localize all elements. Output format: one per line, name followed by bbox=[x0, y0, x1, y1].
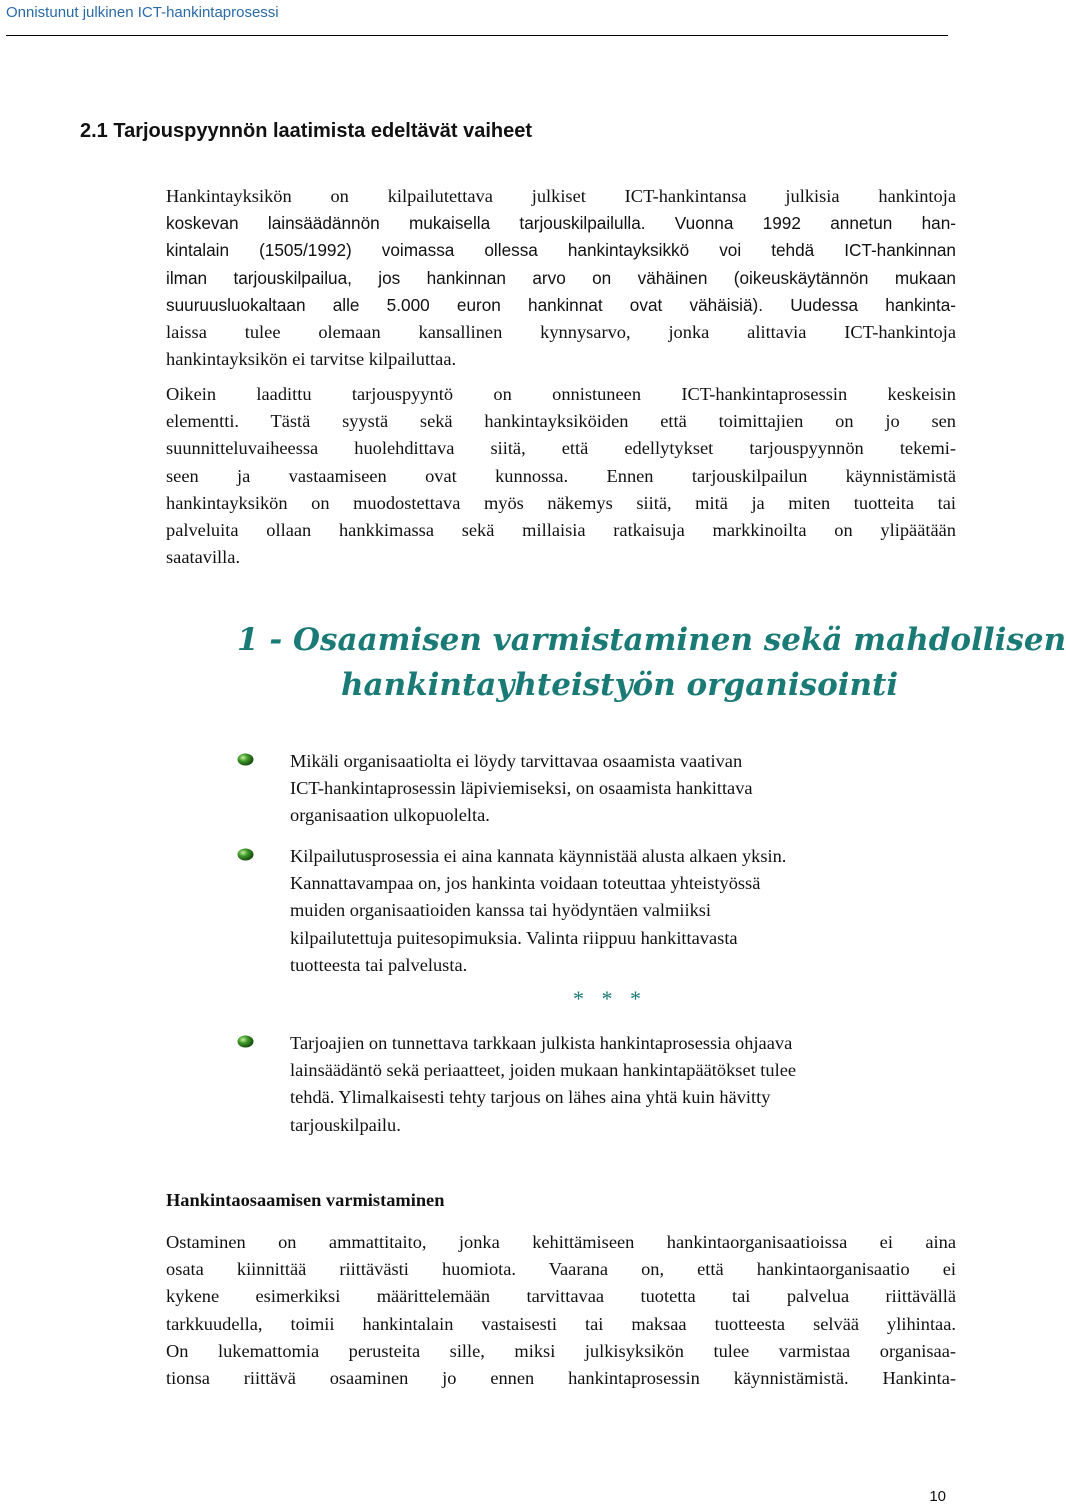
callout-title-line: 1 - Osaamisen varmistaminen sekä mahdollisen bbox=[237, 622, 1066, 658]
tender-paragraph bbox=[166, 381, 956, 571]
paragraph-line: seen ja vastaamiseen ovat kunnossa. Ennen tarjouskilpailun käynnistämistä bbox=[166, 465, 956, 486]
paragraph-line: tionsa riittävä osaaminen jo ennen hankintaprosessin käynnistämistä. Hankinta- bbox=[166, 1367, 956, 1388]
subsection-paragraph bbox=[166, 1229, 956, 1392]
running-header-title: Onnistunut julkinen ICT-hankintaprosessi bbox=[6, 4, 279, 21]
bullet-line: muiden organisaatioiden kanssa tai hyödyntäen valmiiksi bbox=[290, 900, 712, 921]
paragraph-line: Ostaminen on ammattitaito, jonka kehittämiseen hankintaorganisaatioissa ei aina bbox=[166, 1232, 956, 1252]
header-divider bbox=[6, 35, 948, 36]
bullet-line: Kilpailutusprosessia ei aina kannata käynnistää alusta alkaen yksin. bbox=[290, 846, 787, 866]
paragraph-line: palveluita ollaan hankkimassa sekä millaisia ratkaisuja markkinoilta on ylipäätään bbox=[166, 519, 956, 540]
paragraph-line: koskevan lainsäädännön mukaisella tarjouskilpailulla. Vuonna 1992 annetun han- bbox=[166, 213, 956, 234]
bullet-line: kilpailutettuja puitesopimuksia. Valinta riippuu hankittavasta bbox=[290, 927, 738, 948]
paragraph-line: laissa tulee olemaan kansallinen kynnysarvo, jonka alittavia ICT-hankintoja bbox=[166, 321, 956, 342]
paragraph-line: osata kiinnittää riittävästi huomiota. Vaarana on, että hankintaorganisaatio ei bbox=[166, 1259, 956, 1280]
bullet-item bbox=[290, 748, 950, 830]
bullet-line: tehdä. Ylimalkaisesti tehty tarjous on lähes aina yhtä kuin hävitty bbox=[290, 1087, 771, 1108]
paragraph-line: On lukemattomia perusteita sille, miksi julkisyksikön tulee varmistaa organisaa- bbox=[166, 1340, 956, 1361]
paragraph-line: suuruusluokaltaan alle 5.000 euron hankinnat ovat vähäisiä). Uudessa hankinta- bbox=[166, 294, 956, 315]
paragraph-line: Hankintayksikön on kilpailutettava julkiset ICT-hankintansa julkisia hankintoja bbox=[166, 186, 956, 206]
page-number: 10 bbox=[929, 1488, 946, 1505]
paragraph-line: kykene esimerkiksi määrittelemään tarvittavaa tuotetta tai palvelua riittävällä bbox=[166, 1286, 956, 1307]
bullet-line: tuotteesta tai palvelusta. bbox=[290, 954, 468, 975]
paragraph-line: Oikein laadittu tarjouspyyntö on onnistuneen ICT-hankintaprosessin keskeisin bbox=[166, 384, 956, 404]
paragraph-line: hankintayksikön ei tarvitse kilpailuttaa. bbox=[166, 349, 457, 370]
bullet-item bbox=[290, 1030, 950, 1139]
paragraph-line: saatavilla. bbox=[166, 547, 241, 568]
bullet-line: organisaation ulkopuolelta. bbox=[290, 805, 490, 826]
intro-paragraph bbox=[166, 183, 956, 373]
bullet-line: Tarjoajien on tunnettava tarkkaan julkista hankintaprosessia ohjaava bbox=[290, 1033, 793, 1053]
callout-title bbox=[237, 618, 1066, 708]
section-separator: * * * bbox=[573, 986, 647, 1011]
bullet-item bbox=[290, 843, 950, 979]
subsection-heading: Hankintaosaamisen varmistaminen bbox=[166, 1190, 445, 1210]
green-ball-icon bbox=[237, 753, 254, 766]
bullet-line: Kannattavampaa on, jos hankinta voidaan toteuttaa yhteistyössä bbox=[290, 873, 761, 894]
section-heading: 2.1 Tarjouspyynnön laatimista edeltävät vaiheet bbox=[80, 120, 533, 142]
bullet-line: Mikäli organisaatiolta ei löydy tarvittavaa osaamista vaativan bbox=[290, 751, 743, 771]
bullet-line: tarjouskilpailu. bbox=[290, 1114, 401, 1135]
callout-title-line: hankintayhteistyön organisointi bbox=[341, 667, 899, 703]
paragraph-line: ilman tarjouskilpailua, jos hankinnan arvo on vähäinen (oikeuskäytännön mukaan bbox=[166, 267, 956, 288]
paragraph-line: kintalain (1505/1992) voimassa ollessa hankintayksikkö voi tehdä ICT-hankinnan bbox=[166, 240, 956, 261]
paragraph-line: elementti. Tästä syystä sekä hankintayksiköiden että toimittajien on jo sen bbox=[166, 411, 956, 432]
bullet-line: lainsäädäntö sekä periaatteet, joiden mukaan hankintapäätökset tulee bbox=[290, 1060, 797, 1081]
paragraph-line: tarkkuudella, toimii hankintalain vastaisesti tai maksaa tuotteesta selvää ylihintaa. bbox=[166, 1313, 956, 1334]
green-ball-icon bbox=[237, 848, 254, 861]
paragraph-line: hankintayksikön on muodostettava myös näkemys siitä, mitä ja miten tuotteita tai bbox=[166, 492, 956, 513]
green-ball-icon bbox=[237, 1035, 254, 1048]
paragraph-line: suunnitteluvaiheessa huolehdittava siitä, että edellytykset tarjouspyynnön tekemi- bbox=[166, 438, 956, 459]
bullet-line: ICT-hankintaprosessin läpiviemiseksi, on osaamista hankittava bbox=[290, 778, 753, 799]
